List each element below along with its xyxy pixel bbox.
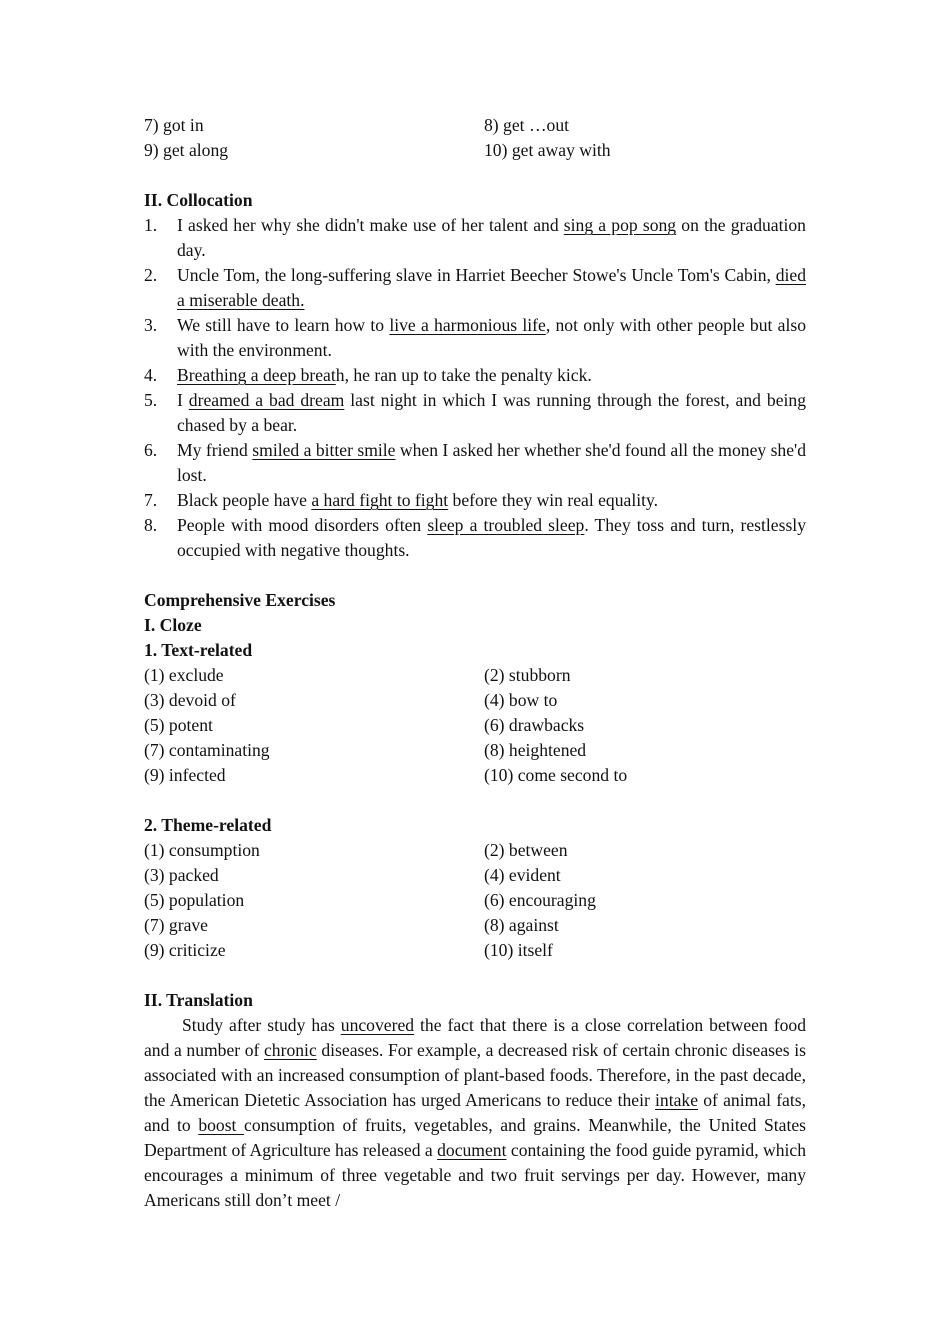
answer-row [144, 663, 806, 688]
underlined-collocation: smiled a bitter smile [252, 440, 396, 460]
item-text [177, 513, 806, 563]
sentence-text: I [177, 390, 189, 410]
sentence-text: . They toss and turn, restlessly occupied with negative thoughts. [177, 515, 806, 560]
underlined-word: intake [655, 1090, 699, 1110]
answer-item: (3) devoid of [144, 690, 236, 710]
collocation-item [144, 363, 806, 388]
comprehensive-heading: Comprehensive Exercises [144, 590, 336, 610]
answer-item: (1) exclude [144, 665, 224, 685]
page-content [144, 113, 806, 1213]
answer-item: (1) consumption [144, 840, 260, 860]
answer-item: (7) grave [144, 915, 208, 935]
sentence-text: My friend [177, 440, 253, 460]
underlined-collocation: dreamed a bad dream [188, 390, 345, 410]
item-number: 3. [144, 315, 158, 335]
collocation-item [144, 513, 806, 563]
answer-item: (8) against [484, 915, 559, 935]
spacer [144, 563, 806, 588]
underlined-word: uncovered [340, 1015, 415, 1035]
spacer [144, 963, 806, 988]
item-text [177, 213, 806, 263]
item-text [177, 363, 806, 388]
answer-row [144, 688, 806, 713]
sentence-text: Black people have [177, 490, 312, 510]
answer-item: (10) itself [484, 940, 553, 960]
item-number: 7. [144, 490, 158, 510]
underlined-collocation: Breathing a deep breat [177, 365, 336, 385]
translation-paragraph [144, 1013, 806, 1213]
answer-item: (2) stubborn [484, 665, 571, 685]
sentence-text: Uncle Tom, the long-suffering slave in Harriet Beecher Stowe's Uncle Tom's Cabin, [177, 265, 776, 285]
sentence-text: when I asked her whether she'd found all the money she'd lost. [177, 440, 806, 485]
paragraph-text: diseases. For example, a decreased risk of certain chronic diseases is associated with an increased consumption of plant-based foods. Therefore, in the past decade, the American Dietetic Association has urged Americans to reduce their [144, 1040, 806, 1110]
sentence-text: on the graduation day. [177, 215, 806, 260]
collocation-item [144, 388, 806, 438]
answer-row [144, 863, 806, 888]
sentence-text: I asked her why she didn't make use of her talent and [177, 215, 564, 235]
underlined-collocation: died a miserable death. [177, 265, 806, 310]
answer-row [144, 838, 806, 863]
answer-item: (7) contaminating [144, 740, 270, 760]
answer-row [144, 138, 806, 163]
item-number: 2. [144, 265, 158, 285]
underlined-collocation: a hard fight to fight [311, 490, 449, 510]
answer-item: (4) evident [484, 865, 561, 885]
answer-item: (9) infected [144, 765, 226, 785]
paragraph-text: the fact that there is a close correlation between food and a number of [144, 1015, 806, 1060]
cloze-heading: I. Cloze [144, 615, 202, 635]
answer-row [144, 888, 806, 913]
underlined-word: chronic [264, 1040, 317, 1060]
answer-row [144, 113, 806, 138]
answer-item: 8) get …out [484, 115, 570, 135]
item-number: 5. [144, 390, 158, 410]
sentence-text: People with mood disorders often [177, 515, 428, 535]
text-related-answers [144, 663, 806, 788]
item-number: 6. [144, 440, 158, 460]
answer-row [144, 713, 806, 738]
underlined-collocation: sleep a troubled sleep [427, 515, 585, 535]
answer-item: (2) between [484, 840, 568, 860]
answer-item: (3) packed [144, 865, 219, 885]
collocation-item [144, 313, 806, 363]
item-number: 8. [144, 515, 158, 535]
answer-row [144, 763, 806, 788]
underlined-word: document [437, 1140, 507, 1160]
collocation-heading: II. Collocation [144, 190, 253, 210]
collocation-item [144, 438, 806, 488]
answer-row [144, 938, 806, 963]
item-text [177, 488, 806, 513]
answer-row [144, 738, 806, 763]
theme-related-answers [144, 838, 806, 963]
paragraph-text: containing the food guide pyramid, which encourages a minimum of three vegetable and two fruit servings per day. However, many Americans still don’t meet / [144, 1140, 807, 1210]
answer-item: (6) drawbacks [484, 715, 585, 735]
item-text [177, 263, 806, 313]
answer-item: (5) potent [144, 715, 213, 735]
item-text [177, 438, 806, 488]
collocation-item [144, 488, 806, 513]
collocation-list [144, 213, 806, 563]
item-number: 1. [144, 215, 158, 235]
underlined-collocation: sing a pop song [563, 215, 677, 235]
collocation-item [144, 213, 806, 263]
answer-row [144, 913, 806, 938]
answer-item: (8) heightened [484, 740, 587, 760]
answer-item: (10) come second to [484, 765, 628, 785]
spacer [144, 788, 806, 813]
answer-item: (5) population [144, 890, 245, 910]
sentence-text: h, he ran up to take the penalty kick. [335, 365, 592, 385]
underlined-collocation: live a harmonious life [389, 315, 546, 335]
answer-item: 7) got in [144, 115, 204, 135]
sentence-text: We still have to learn how to [177, 315, 390, 335]
answer-item: 10) get away with [484, 140, 611, 160]
item-text [177, 388, 806, 438]
underlined-word: boost [198, 1115, 245, 1135]
paragraph-text: of animal fats, and to [144, 1090, 807, 1135]
text-related-heading: 1. Text-related [144, 640, 253, 660]
theme-related-heading: 2. Theme-related [144, 815, 272, 835]
collocation-item [144, 263, 806, 313]
answer-item: (4) bow to [484, 690, 558, 710]
translation-heading: II. Translation [144, 990, 253, 1010]
sentence-text: , not only with other people but also with the environment. [177, 315, 806, 360]
answer-item: 9) get along [144, 140, 229, 160]
sentence-text: last night in which I was running through the forest, and being chased by a bear. [177, 390, 806, 435]
paragraph-text: Study after study has [182, 1015, 341, 1035]
item-number: 4. [144, 365, 158, 385]
answer-item: (6) encouraging [484, 890, 596, 910]
item-text [177, 313, 806, 363]
paragraph-text: consumption of fruits, vegetables, and grains. Meanwhile, the United States Department of Agriculture has released a [144, 1115, 806, 1160]
answer-item: (9) criticize [144, 940, 226, 960]
sentence-text: before they win real equality. [448, 490, 659, 510]
spacer [144, 163, 806, 188]
